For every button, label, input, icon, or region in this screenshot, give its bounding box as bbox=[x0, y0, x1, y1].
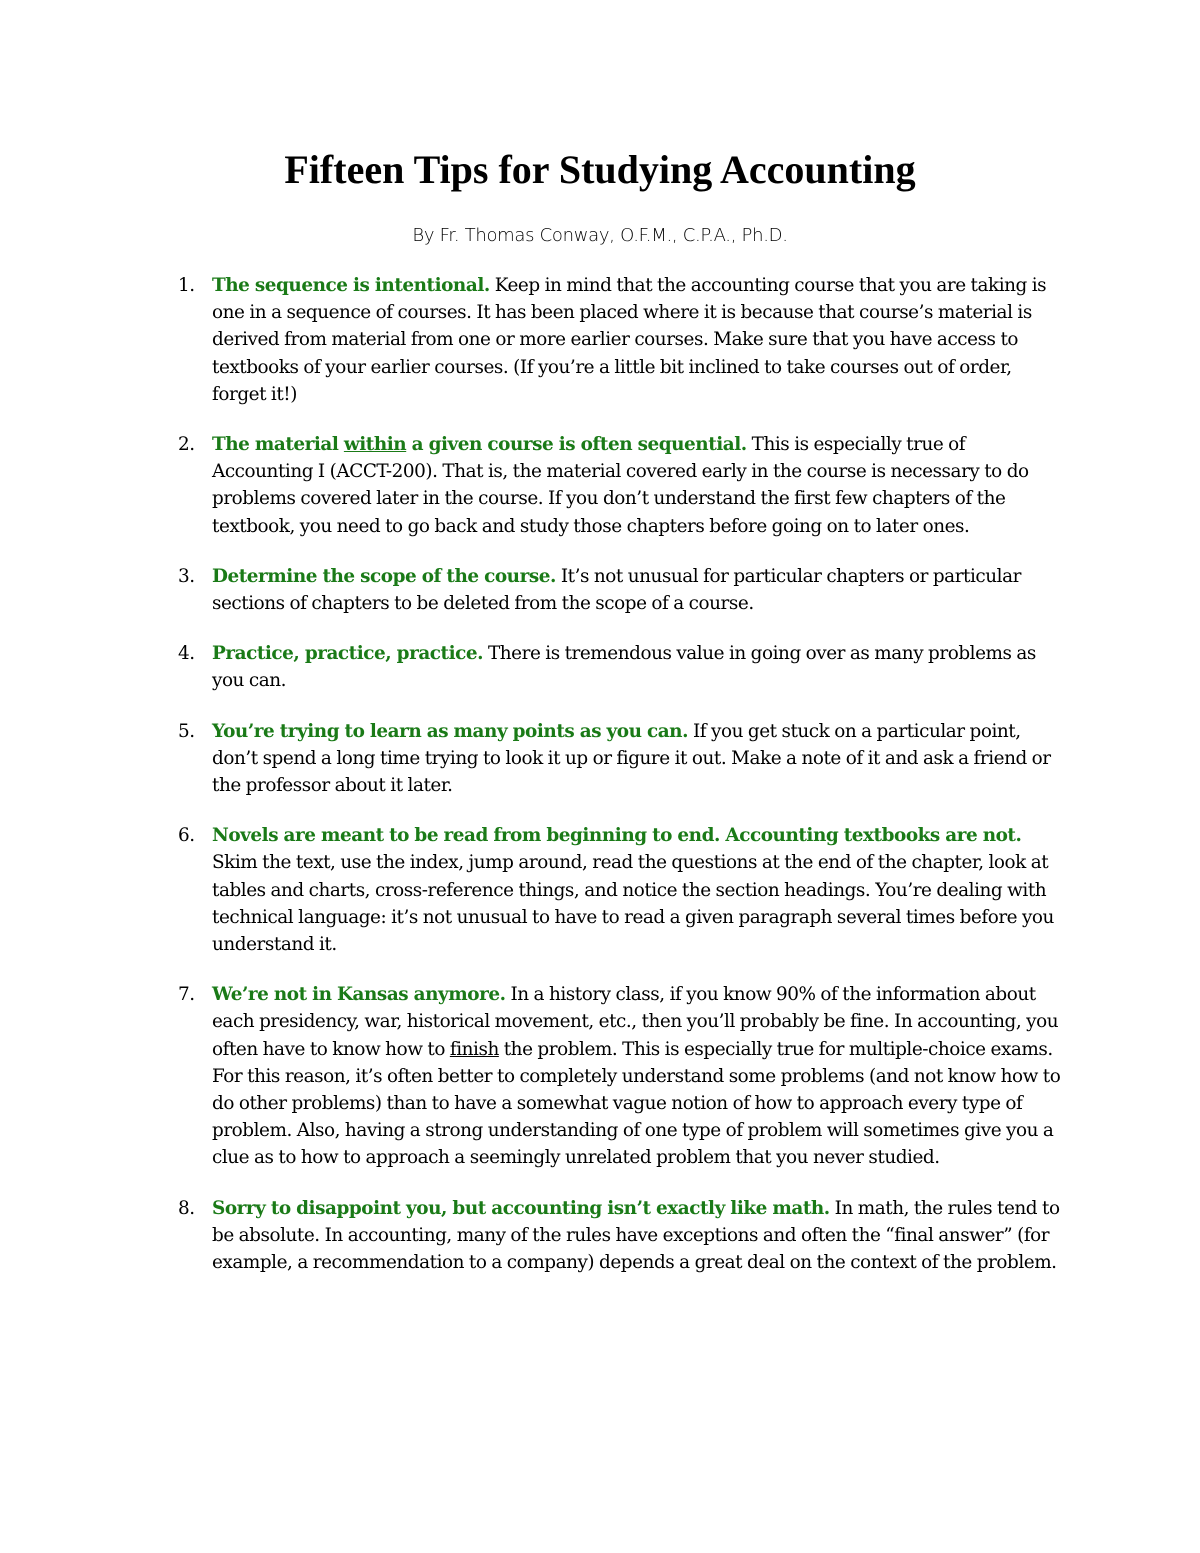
tip-number: 5. bbox=[178, 720, 195, 742]
author-byline: By Fr. Thomas Conway, O.F.M., C.P.A., Ph.D. bbox=[412, 225, 788, 246]
tip-number: 1. bbox=[178, 275, 195, 296]
tip-item-2 bbox=[160, 431, 1064, 540]
tip-item-5 bbox=[160, 718, 1064, 800]
tip-body-part: the problem. This is especially true for multiple-choice exams. For this reason, it’s often better to completely understand some problems (and not know how to do other problems) than to have a somewhat vague notion of how to approach every type of problem. Also, having a strong understanding of one type of problem will sometimes give you a clue as to how to approach a seemingly unrelated problem that you never studied. bbox=[212, 1038, 1061, 1169]
tip-body: It’s not unusual for particular chapters or particular sections of chapters to be deleted from the scope of a course. bbox=[212, 565, 1021, 615]
tip-body-underlined: finish bbox=[449, 1038, 499, 1060]
tip-body: Keep in mind that the accounting course that you are taking is one in a sequence of courses. It has been placed where it is because that course’s material is derived from material from one or more earlier courses. Make sure that you have access to textbooks of your earlier courses. (If you’re a little bit inclined to take courses out of order, forget it!) bbox=[212, 275, 1047, 405]
tip-item-6 bbox=[160, 822, 1064, 958]
tip-heading: The sequence is intentional. bbox=[212, 275, 490, 296]
document-title: Fifteen Tips for Studying Accounting bbox=[284, 147, 916, 192]
tip-heading: Novels are meant to be read from beginning to end. Accounting textbooks are not. bbox=[212, 825, 1022, 847]
tip-heading: We’re not in Kansas anymore. bbox=[212, 984, 506, 1006]
tip-heading: You’re trying to learn as many points as you can. bbox=[212, 720, 689, 742]
tip-item-3 bbox=[160, 563, 1064, 617]
tip-heading bbox=[212, 434, 747, 455]
tip-number: 4. bbox=[178, 643, 195, 665]
tip-heading-part: a given course is often sequential. bbox=[406, 434, 747, 456]
tip-heading: Sorry to disappoint you, but accounting isn’t exactly like math. bbox=[212, 1197, 830, 1219]
tip-item-7 bbox=[160, 981, 1064, 1171]
tip-number: 6. bbox=[178, 825, 195, 847]
tip-number: 8. bbox=[178, 1197, 195, 1219]
tip-number: 2. bbox=[178, 434, 195, 456]
tip-body: There is tremendous value in going over as many problems as you can. bbox=[212, 643, 1036, 692]
tip-number: 3. bbox=[178, 565, 195, 587]
tip-body: This is especially true of Accounting I (ACCT-200). That is, the material covered early in the course is necessary to do problems covered later in the course. If you don’t understand the first few chapters of the textbook, you need to go back and study those chapters before going on to later ones. bbox=[212, 434, 1029, 537]
tips-list bbox=[160, 272, 1064, 1299]
tip-body-part: In a history class, if you know 90% of the information about each presidency, war, historical movement, etc., then you’ll probably be fine. In accounting, you often have to know how to bbox=[212, 984, 1059, 1060]
tip-body bbox=[212, 984, 1060, 1168]
tip-body: In math, the rules tend to be absolute. In accounting, many of the rules have exceptions and often the “final answer” (for example, a recommendation to a company) depends a great deal on the context of the problem. bbox=[212, 1197, 1060, 1274]
tip-item-1 bbox=[160, 272, 1064, 408]
tip-body: If you get stuck on a particular point, don’t spend a long time trying to look it up or figure it out. Make a note of it and ask a friend or the professor about it later. bbox=[212, 720, 1051, 797]
tip-heading-underlined: within bbox=[343, 434, 407, 456]
tip-heading-part: The material bbox=[212, 434, 344, 456]
tip-number: 7. bbox=[178, 984, 195, 1006]
tip-body: Skim the text, use the index, jump around, read the questions at the end of the chapter, look at tables and charts, cross-reference things, and notice the section headings. You’re dealing with technical language: it’s not unusual to have to read a given paragraph several times before you understand it. bbox=[212, 852, 1054, 956]
tip-heading: Determine the scope of the course. bbox=[212, 565, 556, 587]
tip-item-4 bbox=[160, 640, 1064, 694]
tip-item-8 bbox=[160, 1195, 1064, 1277]
tip-heading: Practice, practice, practice. bbox=[212, 643, 484, 665]
